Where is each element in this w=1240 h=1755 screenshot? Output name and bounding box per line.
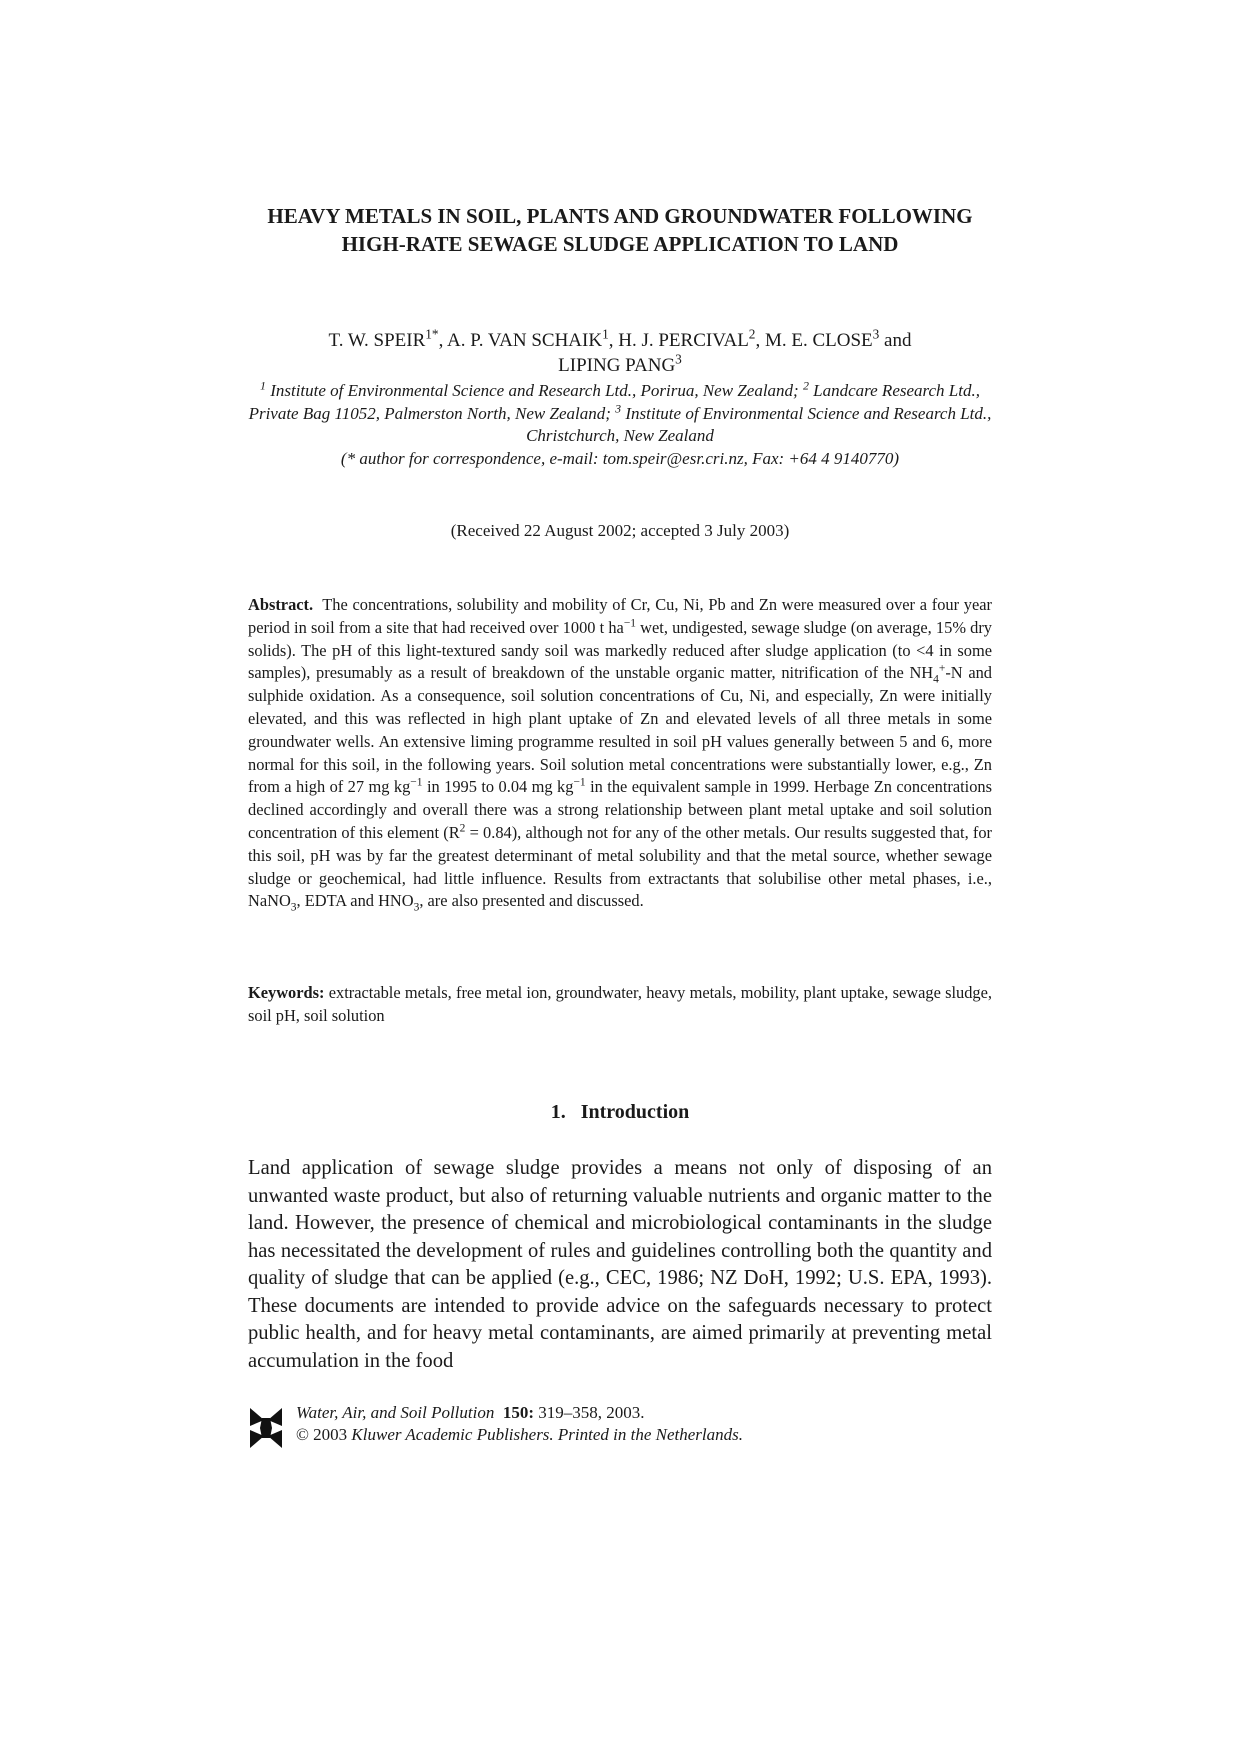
author-name: T. W. SPEIR xyxy=(328,330,426,351)
citation-block xyxy=(296,1402,743,1446)
author-conjunction: and xyxy=(884,330,912,351)
received-dates: (Received 22 August 2002; accepted 3 July 2003) xyxy=(450,521,790,540)
abstract-label: Abstract. xyxy=(248,595,314,614)
affiliation-mark: 3 xyxy=(615,400,622,415)
affiliations xyxy=(240,380,1000,470)
section-number: 1. xyxy=(550,1101,566,1123)
journal-pages: 319–358, 2003. xyxy=(534,1403,645,1422)
author-affiliation-mark: 2 xyxy=(748,326,756,342)
abstract-text: = 0.84), although not for any of the other metals. Our results suggested that, for this soil, pH was by far the greatest determinant of metal solubility and that the metal source, whether sewage sludge or geochemical, had little influence. Results from extractants that solubilise other metal phases, i.e., NaNO xyxy=(248,822,992,911)
keywords-text: extractable metals, free metal ion, groundwater, heavy metals, mobility, plant uptake, sewage sludge, soil pH, soil solution xyxy=(248,983,993,1025)
affiliation-text: Institute of Environmental Science and Research Ltd., Christchurch, New Zealand xyxy=(526,403,992,445)
author-affiliation-mark: 3 xyxy=(675,351,682,367)
author-name: LIPING PANG xyxy=(558,355,676,376)
kluwer-logo-icon xyxy=(248,1406,284,1450)
journal-name: Water, Air, and Soil Pollution xyxy=(296,1403,495,1422)
citation-line xyxy=(296,1402,743,1424)
section-title: Introduction xyxy=(580,1101,690,1123)
abstract-text: -N and sulphide oxidation. As a consequence, soil solution concentrations of Cu, Ni, and especially, Zn were initially elevated, and this was reflected in high plant uptake of Zn and elevated levels of all three metals in some groundwater wells. An extensive liming programme resulted in soil pH values generally between 5 and 6, more normal for this soil, in the following years. Soil solution metal concentrations were substantially lower, e.g., Zn from a high of 27 mg kg xyxy=(248,663,992,797)
abstract-subscript: 3 xyxy=(290,901,297,914)
abstract-superscript: −1 xyxy=(410,776,423,789)
author-name: M. E. CLOSE xyxy=(764,330,873,351)
affiliation-mark: 2 xyxy=(802,378,809,393)
abstract-superscript: 2 xyxy=(459,822,466,835)
copyright-year: © 2003 xyxy=(296,1425,348,1444)
introduction-paragraph: Land application of sewage sludge provides a means not only of disposing of an unwanted waste product, but also of returning valuable nutrients and organic matter to the land. However, the presence of chemical and microbiological contaminants in the sludge has necessitated the development of rules and guidelines controlling both the quantity and quality of sludge that can be applied (e.g., CEC, 1986; NZ DoH, 1992; U.S. EPA, 1993). These documents are intended to provide advice on the safeguards necessary to protect public health, and for heavy metal contaminants, are aimed primarily at preventing metal accumulation in the food xyxy=(248,1157,992,1372)
publisher-name: Kluwer Academic Publishers. Printed in the Netherlands. xyxy=(351,1425,744,1444)
paper-title: HEAVY METALS IN SOIL, PLANTS AND GROUNDWATER FOLLOWING HIGH-RATE SEWAGE SLUDGE APPLICATION TO LAND xyxy=(267,204,973,256)
abstract-superscript: + xyxy=(938,662,946,675)
abstract-text: in the equivalent sample in 1999. Herbage Zn concentrations declined accordingly and overall there was a strong relationship between plant metal uptake and soil solution concentration of this element (R xyxy=(248,777,992,842)
abstract-text: , EDTA and HNO xyxy=(296,891,414,911)
author-affiliation-mark: 3 xyxy=(872,326,880,342)
copyright-line xyxy=(296,1424,743,1446)
abstract-superscript: −1 xyxy=(573,776,586,789)
abstract-superscript: −1 xyxy=(623,617,637,630)
abstract xyxy=(248,594,992,913)
affiliation-text: Institute of Environmental Science and Research Ltd., Porirua, New Zealand; xyxy=(270,381,799,400)
abstract-text: , are also presented and discussed. xyxy=(419,891,644,911)
abstract-text: wet, undigested, sewage sludge (on average, 15% dry solids). The pH of this light-textured sandy soil was markedly reduced after sludge application (to <4 in some samples), presumably as a result of breakdown of the unstable organic matter, nitrification of the NH xyxy=(248,617,992,683)
section-heading xyxy=(240,1101,1000,1124)
author-affiliation-mark: 1 xyxy=(602,326,609,342)
abstract-text: in 1995 to 0.04 mg kg xyxy=(422,777,574,797)
author-name: A. P. VAN SCHAIK xyxy=(447,330,603,351)
affiliation-mark: 1 xyxy=(260,378,266,393)
journal-volume: 150: xyxy=(502,1403,535,1422)
keywords-label: Keywords: xyxy=(248,983,325,1002)
keywords xyxy=(248,982,992,1028)
author-list: T. W. $SPEIR^{1*}$, A. P. VAN SCHAIK$^1$, H. J. PERCIVAL$^2$, M. E. CLOSE$^3$ and LIPING PANG$^3$ xyxy=(328,326,912,376)
correspondence-note: (* author for correspondence, e-mail: tom.speir@esr.cri.nz, Fax: +64 4 9140770) xyxy=(340,448,900,468)
journal-footer xyxy=(248,1402,948,1462)
abstract-subscript: 4 xyxy=(933,673,939,686)
author-name: H. J. PERCIVAL xyxy=(618,330,749,351)
affiliation-text: Landcare Research Ltd., Private Bag 11052, Palmerston North, New Zealand; xyxy=(248,381,980,423)
author-affiliation-mark: 1* xyxy=(425,326,439,342)
abstract-subscript: 3 xyxy=(413,901,420,914)
abstract-text: The concentrations, solubility and mobility of Cr, Cu, Ni, Pb and Zn were measured over a four year period in soil from a site that had received over 1000 t ha xyxy=(248,595,993,637)
